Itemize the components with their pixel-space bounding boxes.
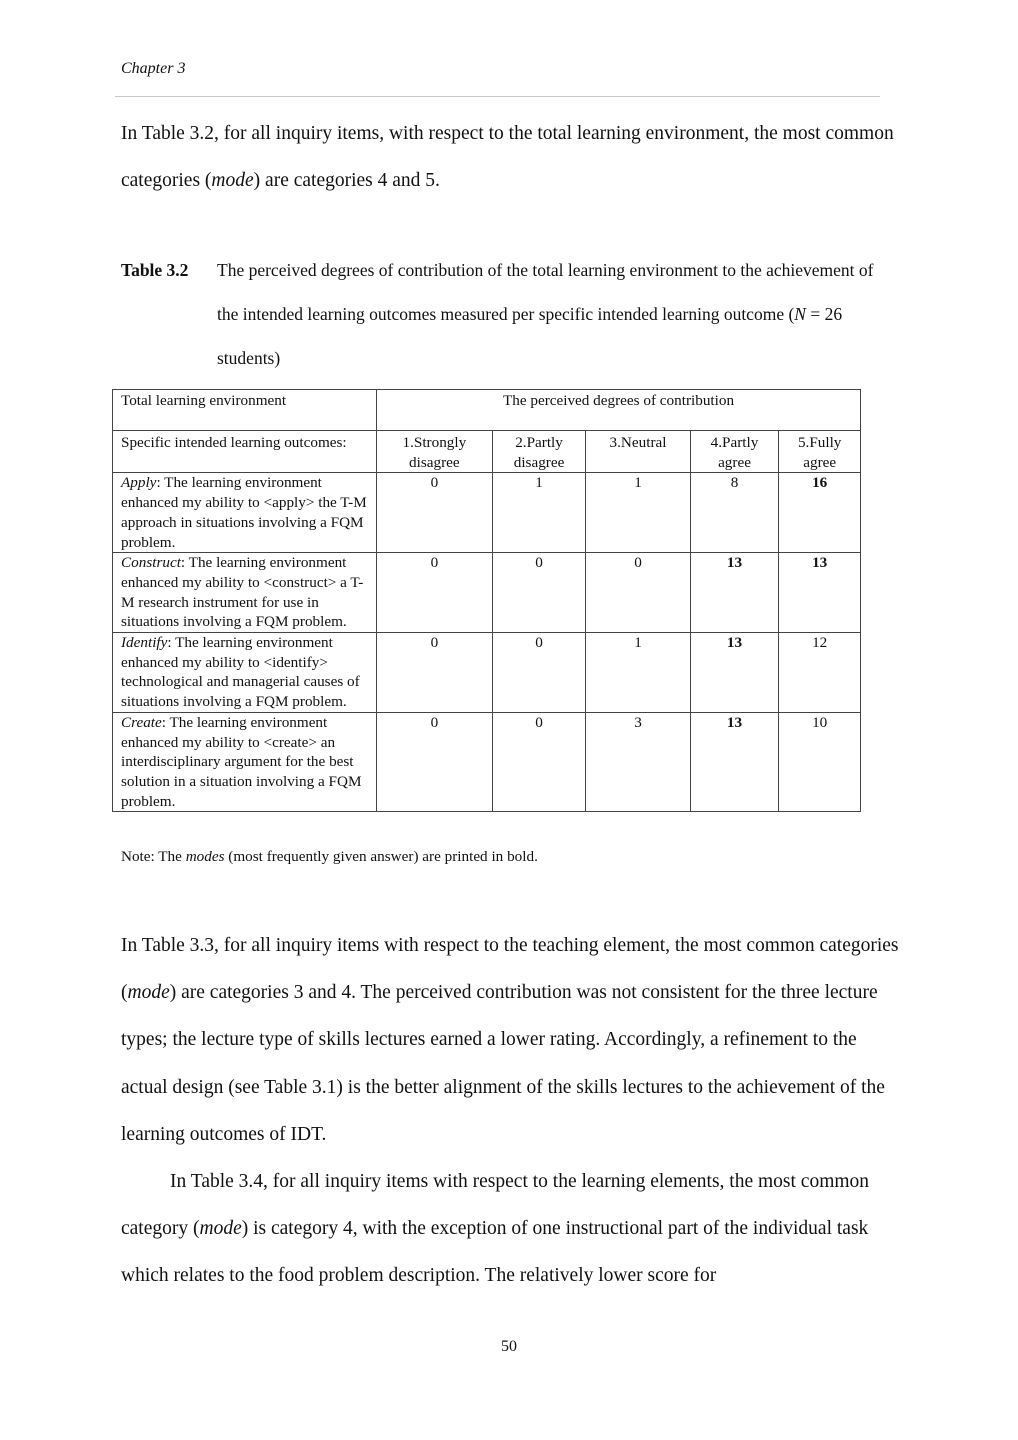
page-number: 50 <box>501 1338 517 1355</box>
table-caption <box>121 248 881 380</box>
outcome-description: Apply: The learning environment enhanced my ability to <apply> the T-M approach in situations involving a FQM problem. <box>113 473 377 553</box>
paragraph-table-3-4: In Table 3.4, for all inquiry items with respect to the learning elements, the most common category (mode) is category 4, with the exception of one instructional part of the individual task which relates to the food problem description. The relatively lower score for <box>121 1171 870 1287</box>
header-col-4: 4.Partly agree <box>690 431 779 473</box>
count-cell: 0 <box>492 553 586 633</box>
outcome-description: Construct: The learning environment enhanced my ability to <construct> a T-M research instrument for use in situations involving a FQM problem. <box>113 553 377 633</box>
count-cell: 13 <box>779 553 861 633</box>
contribution-table <box>112 389 861 812</box>
count-cell: 0 <box>492 633 586 713</box>
count-cell: 12 <box>779 633 861 713</box>
table-row <box>113 553 861 633</box>
paragraph-intro: In Table 3.2, for all inquiry items, with respect to the total learning environment, the most common categories (mode) are categories 4 and 5. <box>121 123 894 192</box>
header-total-learning-environment: Total learning environment <box>113 390 377 431</box>
count-cell: 0 <box>377 553 493 633</box>
count-cell: 1 <box>586 473 690 553</box>
header-col-5: 5.Fully agree <box>779 431 861 473</box>
count-cell: 1 <box>492 473 586 553</box>
outcome-description: Identify: The learning environment enhanced my ability to <identify> technological and managerial causes of situations involving a FQM problem. <box>113 633 377 713</box>
table-subheader-row <box>113 431 861 473</box>
count-cell: 13 <box>690 553 779 633</box>
table-row <box>113 473 861 553</box>
count-cell: 0 <box>586 553 690 633</box>
table-note: Note: The modes (most frequently given answer) are printed in bold. <box>121 848 538 865</box>
running-header: Chapter 3 <box>121 60 186 77</box>
header-col-2: 2.Partly disagree <box>492 431 586 473</box>
header-col-1: 1.Strongly disagree <box>377 431 493 473</box>
header-specific-outcomes: Specific intended learning outcomes: <box>113 431 377 473</box>
outcome-description: Create: The learning environment enhanced my ability to <create> an interdisciplinary argument for the best solution in a situation involving a FQM problem. <box>113 712 377 812</box>
header-perceived-degrees: The perceived degrees of contribution <box>377 390 861 431</box>
table-number: Table 3.2 <box>121 260 189 280</box>
header-col-3: 3.Neutral <box>586 431 690 473</box>
table-title: The perceived degrees of contribution of the total learning environment to the achievement of the intended learning outcomes measured per specific intended learning outcome (N = 26 students) <box>217 260 874 368</box>
paragraph-table-3-3: In Table 3.3, for all inquiry items with respect to the teaching element, the most common categories (mode) are categories 3 and 4. The perceived contribution was not consistent for the three lecture types; the lecture type of skills lectures earned a lower rating. Accordingly, a refinement to the actual design (see Table 3.1) is the better alignment of the skills lectures to the achievement of the learning outcomes of IDT. <box>121 935 899 1145</box>
header-rule <box>115 96 880 97</box>
count-cell: 8 <box>690 473 779 553</box>
count-cell: 0 <box>377 712 493 812</box>
count-cell: 10 <box>779 712 861 812</box>
count-cell: 1 <box>586 633 690 713</box>
count-cell: 16 <box>779 473 861 553</box>
count-cell: 3 <box>586 712 690 812</box>
count-cell: 13 <box>690 633 779 713</box>
table-row <box>113 712 861 812</box>
count-cell: 0 <box>492 712 586 812</box>
table-row <box>113 633 861 713</box>
count-cell: 13 <box>690 712 779 812</box>
table-header-row <box>113 390 861 431</box>
count-cell: 0 <box>377 633 493 713</box>
count-cell: 0 <box>377 473 493 553</box>
